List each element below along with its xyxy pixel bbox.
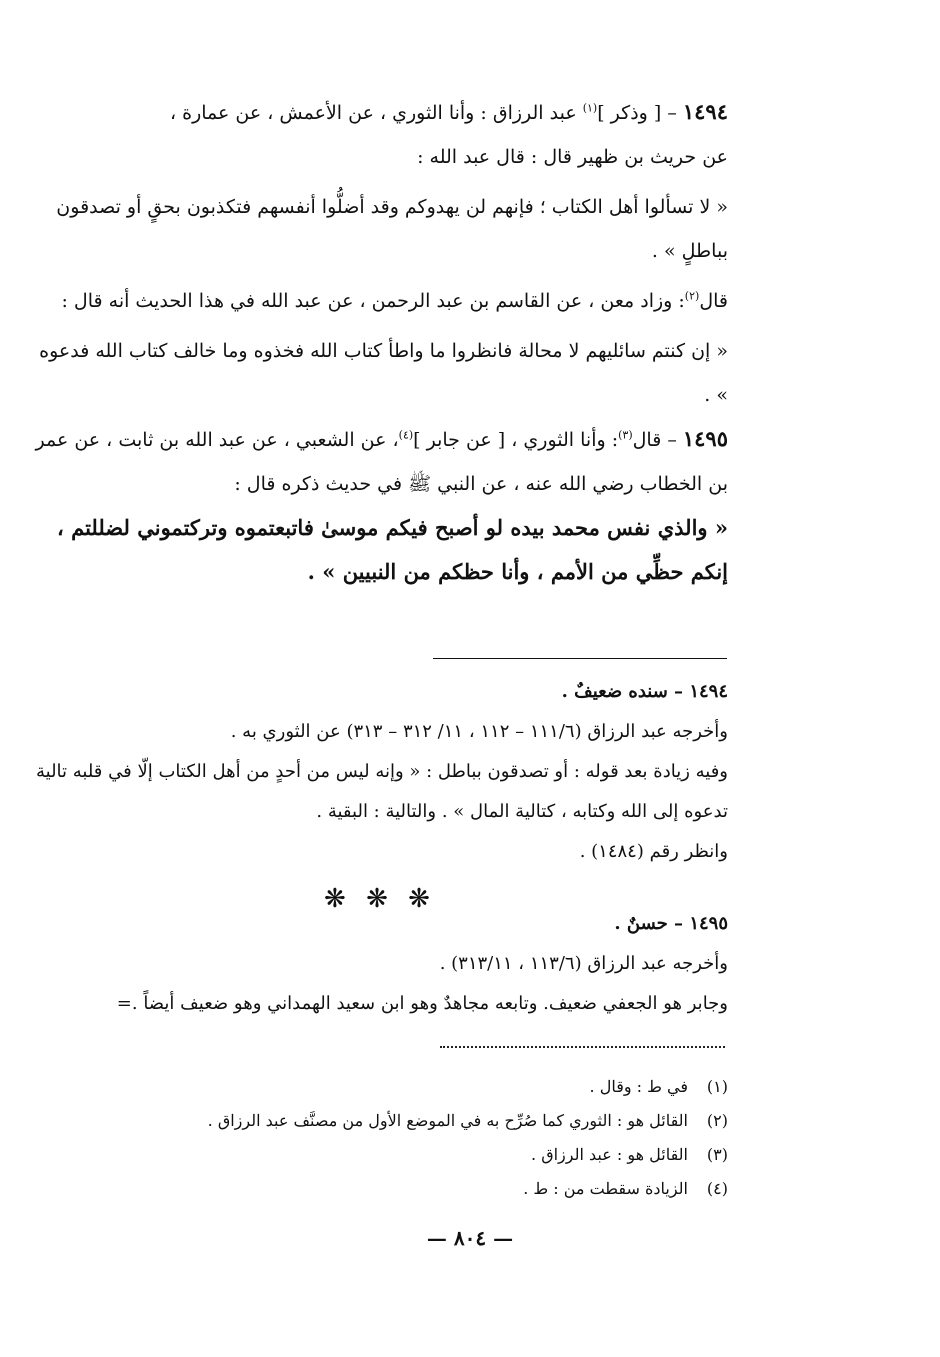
commentary-text: وانظر رقم (١٤٨٤) . [579, 841, 728, 862]
commentary-heading: ١٤٩٤ – سنده ضعيفٌ . [561, 681, 728, 702]
footnote-ref[interactable]: (٣) [618, 428, 633, 442]
hadith-1494-addition: قال$^{(٢)}$: وزاد معن ، عن القاسم بن عبد الرحمن ، عن عبد الله في هذا الحديث أنه قال : [61, 289, 728, 312]
hadith-1494-quote: « لا تسألوا أهل الكتاب ؛ فإنهم لن يهدوكم وقد أضلُّوا أنفسهم فتكذبون بحقٍ أو تصدقون بباطلٍ » . [56, 196, 728, 262]
star-separator: ❋ ❋ ❋ [324, 884, 436, 914]
commentary-text: وفيه زيادة بعد قوله : أو تصدقون بباطل : « وإنه ليس من أحدٍ من أهل الكتاب إلّا في قلبه تالية تدعوه إلى الله وكتابه ، كتالية المال » . والتالية : البقية . [35, 761, 728, 822]
hadith-number: ١٤٩٥ [682, 426, 728, 451]
hadith-1494-opening: ١٤٩٤ – [ وذكر ]$^{(١)}$ عبد الرزاق : وأنا الثوري ، عن الأعمش ، عن عمارة ، عن حريث بن ظهير قال : قال عبد الله : [169, 99, 728, 168]
main-text [30, 90, 728, 594]
footnote: (٣)القائل هو : عبد الرزاق . [531, 1145, 728, 1164]
commentary-1494 [30, 672, 728, 872]
hadith-number: ١٤٩٤ [682, 99, 728, 124]
hadith-1494-quote-2: « إن كنتم سائليهم لا محالة فانظروا ما واطأ كتاب الله فخذوه وما خالف كتاب الله فدعوه » . [39, 340, 728, 406]
commentary-text: وأخرجه عبد الرزاق (١١١/٦ – ١١٢ ، ١١/ ٣١٢ – ٣١٣) عن الثوري به . [230, 721, 728, 742]
footnote-ref[interactable]: (١) [582, 101, 598, 115]
section-divider [433, 658, 727, 659]
commentary-1495 [30, 904, 728, 1024]
hadith-1495-opening: ١٤٩٥ – قال$^{(٣)}$: وأنا الثوري ، [ عن جابر ]$^{(٤)}$، عن الشعبي ، عن عبد الله بن ثابت ، عن عمر بن الخطاب رضي الله عنه ، عن النبي ﷺ في حديث ذكره قال : [35, 426, 728, 495]
commentary-heading: ١٤٩٥ – حسنٌ . [614, 913, 728, 934]
commentary-text: وجابر هو الجعفي ضعيف. وتابعه مجاهدٌ وهو ابن سعيد الهمداني وهو ضعيف أيضاً .= [116, 993, 728, 1014]
footnote: (٢)القائل هو : الثوري كما صُرِّح به في الموضع الأول من مصنَّف عبد الرزاق . [207, 1111, 728, 1130]
footnotes [60, 1070, 728, 1206]
footnote: (١)في ط : وقال . [589, 1077, 728, 1096]
footnote-ref[interactable]: (٤) [398, 428, 414, 442]
footnote: (٤)الزيادة سقطت من : ط . [523, 1179, 728, 1198]
footnote-divider [440, 1046, 725, 1048]
commentary-text: وأخرجه عبد الرزاق (١١٣/٦ ، ٣١٣/١١) . [439, 953, 728, 974]
page-number: — ٨٠٤ — [426, 1226, 514, 1250]
footnote-ref[interactable]: (٢) [684, 289, 700, 303]
hadith-1495-quote: « والذي نفس محمد بيده لو أصبح فيكم موسىٰ فاتبعتموه وتركتموني لضللتم ، إنكم حظِّي من الأمم ، وأنا حظكم من النبيين » . [57, 515, 728, 584]
